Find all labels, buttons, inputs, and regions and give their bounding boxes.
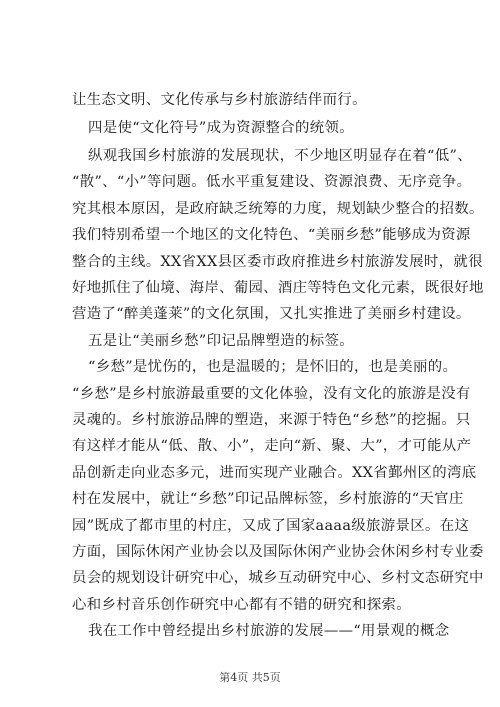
text-line: 员会的规划设计研究中心，城乡互动研究中心、乡村文态研究中 bbox=[72, 570, 484, 586]
text-line: 五是让“美丽乡愁”印记品牌塑造的标签。 bbox=[88, 333, 355, 349]
text-line: 整合的主线。XX省XX县区委市政府推进乡村旅游发展时，就很 bbox=[72, 254, 483, 270]
text-line: 品创新走向业态多元，进而实现产业融合。XX省鄞州区的湾底 bbox=[72, 465, 477, 481]
text-line: “散”、“小”等问题。低水平重复建设、资源浪费、无序竞争。 bbox=[72, 174, 472, 190]
text-line: 究其根本原因，是政府缺乏统筹的力度，规划缺少整合的招数。 bbox=[72, 201, 484, 217]
text-line: 方面，国际休闲产业协会以及国际休闲产业协会休闲乡村专业委 bbox=[72, 544, 484, 560]
text-line: “乡愁”是忧伤的，也是温暖的；是怀旧的，也是美丽的。 bbox=[88, 359, 458, 375]
text-line: 有这样才能从“低、散、小”，走向“新、聚、大”，才可能从产 bbox=[72, 438, 472, 454]
text-line: 好地抓住了仙境、海岸、葡园、酒庄等特色文化元素，既很好地 bbox=[72, 280, 484, 296]
text-line: 纵观我国乡村旅游的发展现状，不少地区明显存在着“低”、 bbox=[88, 148, 472, 164]
text-line: “乡愁”是乡村旅游最重要的文化体验，没有文化的旅游是没有 bbox=[72, 386, 471, 402]
text-line: 我们特别希望一个地区的文化特色、“美丽乡愁”能够成为资源 bbox=[72, 227, 471, 243]
text-line: 四是使“文化符号”成为资源整合的统领。 bbox=[88, 120, 355, 136]
text-line: 村在发展中，就让“乡愁”印记品牌标签，乡村旅游的“天官庄 bbox=[72, 491, 464, 507]
page-number: 第4页 共5页 bbox=[219, 671, 281, 684]
text-line: 让生态文明、文化传承与乡村旅游结伴而行。 bbox=[72, 92, 367, 108]
text-line: 园”既成了都市里的村庄，又成了国家aaaa级旅游景区。在这 bbox=[72, 518, 470, 534]
text-line: 灵魂的。乡村旅游品牌的塑造，来源于特色“乡愁”的挖掘。只 bbox=[72, 412, 471, 428]
text-line: 营造了“醉美蓬莱”的文化氛围，又扎实推进了美丽乡村建设。 bbox=[72, 306, 471, 322]
text-line: 心和乡村音乐创作研究中心都有不错的研究和探索。 bbox=[72, 597, 412, 613]
text-line: 我在工作中曾经提出乡村旅游的发展——“用景观的概念 bbox=[88, 623, 450, 639]
